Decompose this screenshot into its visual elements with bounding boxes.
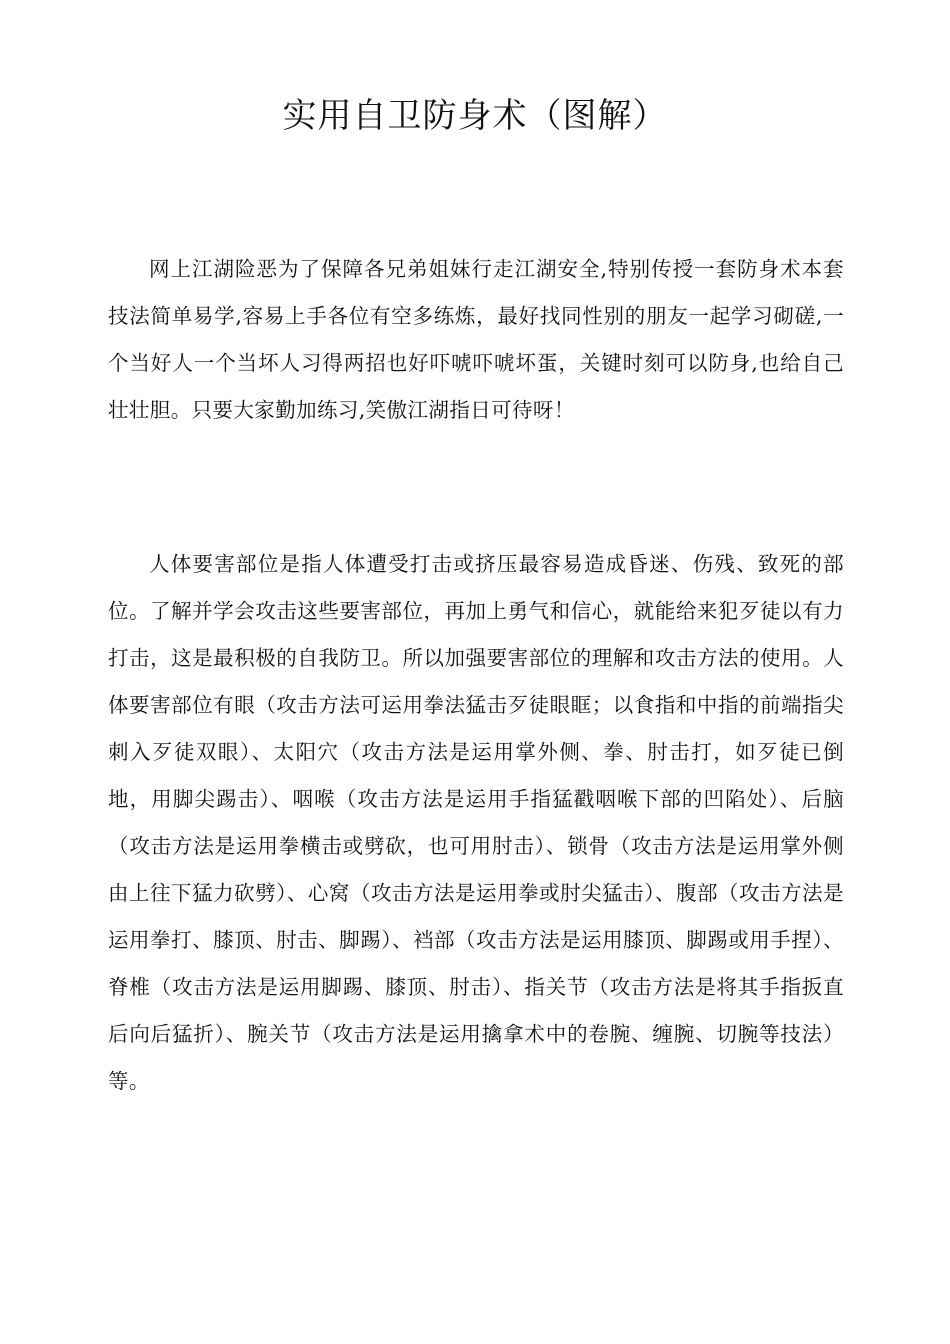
vital-points-paragraph: 人体要害部位是指人体遭受打击或挤压最容易造成昏迷、伤残、致死的部位。了解并学会攻击这些要害部位，再加上勇气和信心，就能给来犯歹徒以有力打击，这是最积极的自我防卫。所以加强要害部位的理解和攻击方法的使用。人体要害部位有眼（攻击方法可运用拳法猛击歹徒眼眶；以食指和中指的前端指尖刺入歹徒双眼）、太阳穴（攻击方法是运用掌外侧、拳、肘击打，如歹徒已倒地，用脚尖踢击）、咽喉（攻击方法是运用手指猛戳咽喉下部的凹陷处）、后脑（攻击方法是运用拳横击或劈砍，也可用肘击）、锁骨（攻击方法是运用掌外侧由上往下猛力砍劈）、心窝（攻击方法是运用拳或肘尖猛击）、腹部（攻击方法是运用拳打、膝顶、肘击、脚踢）、裆部（攻击方法是运用膝顶、脚踢或用手捏）、脊椎（攻击方法是运用脚踢、膝顶、肘击）、指关节（攻击方法是将其手指扳直后向后猛折）、腕关节（攻击方法是运用擒拿术中的卷腕、缠腕、切腕等技法）等。 xyxy=(108,552,844,1093)
intro-paragraph: 网上江湖险恶为了保障各兄弟姐妹行走江湖安全,特别传授一套防身术本套技法简单易学,容易上手各位有空多练炼，最好找同性别的朋友一起学习砌磋,一个当好人一个当坏人习得两招也好吓唬吓唬坏蛋，关键时刻可以防身,也给自己壮壮胆。只要大家勤加练习,笑傲江湖指日可待呀！ xyxy=(108,257,844,422)
page-title: 实用自卫防身术（图解） xyxy=(282,96,668,136)
